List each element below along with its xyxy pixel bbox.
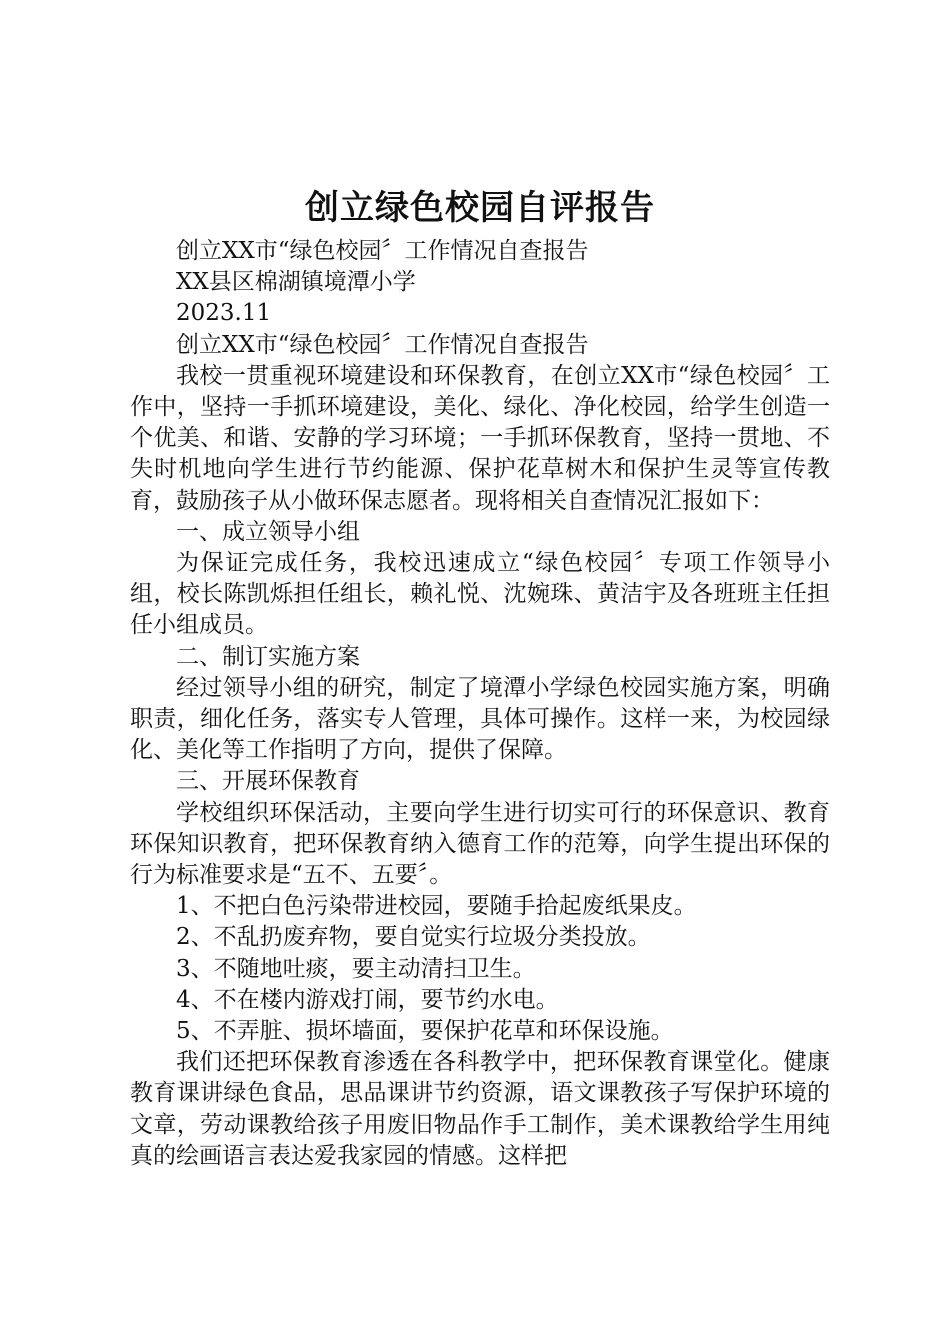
list-item: 1、不把白色污染带进校园，要随手拾起废纸果皮。 xyxy=(176,893,697,920)
section-heading-1: 一、成立领导小组 xyxy=(176,518,360,545)
section-heading-3: 三、开展环保教育 xyxy=(176,768,360,795)
section-paragraph-3: 学校组织环保活动，主要向学生进行切实可行的环保意识、教育环保知识教育，把环保教育纳入德育工作的范筹，向学生提出环保的行为标准要求是“五不、五要〞。 xyxy=(130,799,830,889)
document-body xyxy=(130,236,830,1172)
section-paragraph-2: 经过领导小组的研究，制定了境潭小学绿色校园实施方案，明确职责，细化任务，落实专人管理，具体可操作。这样一来，为校园绿化、美化等工作指明了方向，提供了保障。 xyxy=(130,674,830,764)
section-heading-2: 二、制订实施方案 xyxy=(176,643,360,670)
school-name: XX县区棉湖镇境潭小学 xyxy=(176,269,416,296)
list-item: 4、不在楼内游戏打闹，要节约水电。 xyxy=(176,986,559,1013)
intro-paragraph: 我校一贯重视环境建设和环保教育，在创立XX市“绿色校园〞工作中，坚持一手抓环境建设，美化、绿化、净化校园，给学生创造一个优美、和谐、安静的学习环境；一手抓环保教育，坚持一贯地、不失时机地向学生进行节约能源、保护花草树木和保护生灵等宣传教育，鼓励孩子从小做环保志愿者。现将相关自查情况汇报如下： xyxy=(130,362,830,514)
report-date: 2023.11 xyxy=(176,300,272,327)
subtitle: 创立XX市“绿色校园〞工作情况自查报告 xyxy=(176,238,589,264)
document-title: 创立绿色校园自评报告 xyxy=(305,188,655,228)
document-page xyxy=(130,180,830,1172)
list-item: 3、不随地吐痰，要主动清扫卫生。 xyxy=(176,955,536,982)
list-item: 5、不弄脏、损坏墙面，要保护花草和环保设施。 xyxy=(176,1018,674,1045)
closing-paragraph: 我们还把环保教育渗透在各科教学中，把环保教育课堂化。健康教育课讲绿色食品，思品课讲节约资源，语文课教孩子写保护环境的文章，劳动课教给孩子用废旧物品作手工制作，美术课教给学生用纯真的绘画语言表达爱我家园的情感。这样把 xyxy=(130,1049,830,1169)
report-heading: 创立XX市“绿色校园〞工作情况自查报告 xyxy=(176,331,589,358)
list-item: 2、不乱扔废弃物，要自觉实行垃圾分类投放。 xyxy=(176,924,651,951)
section-paragraph-1: 为保证完成任务，我校迅速成立“绿色校园〞专项工作领导小组，校长陈凯烁担任组长，赖礼悦、沈婉珠、黄洁宇及各班班主任担任小组成员。 xyxy=(130,550,830,639)
